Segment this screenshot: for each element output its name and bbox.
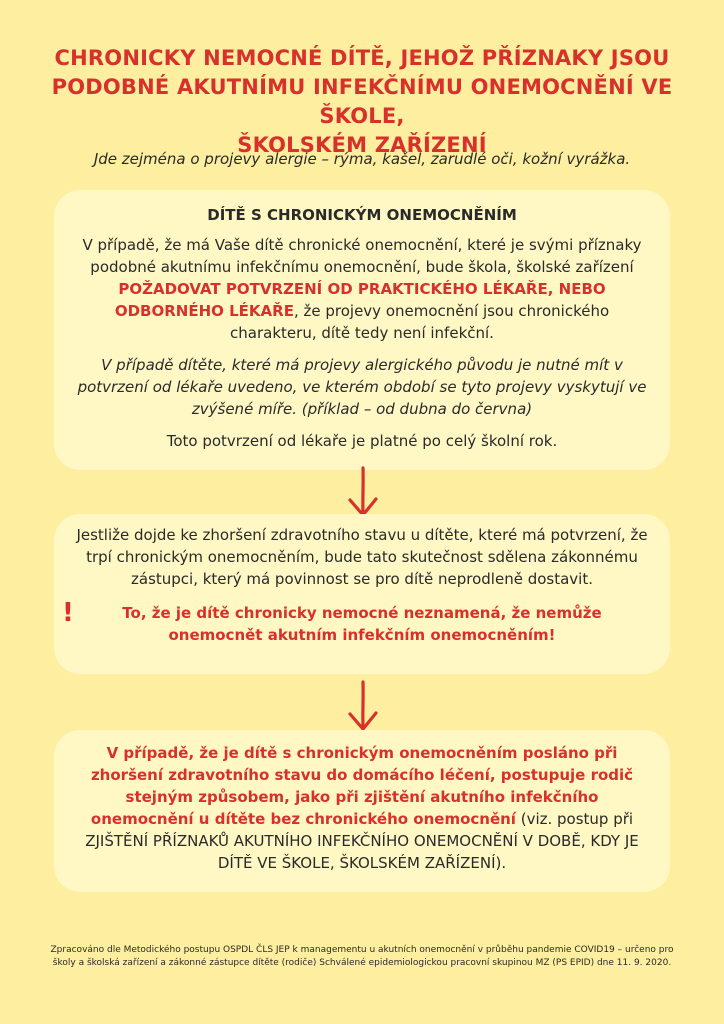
allergy-note: V případě dítěte, které má projevy alergického původu je nutné mít v potvrzení od lékaře uvedeno, ve kterém období se tyto projevy vyskytují ve zvýšené míře. (příklad – od dubna do června)	[77, 356, 647, 418]
doctor-confirmation-highlight: POŽADOVAT POTVRZENÍ OD PRAKTICKÉHO LÉKAŘE, NEBO ODBORNÉHO LÉKAŘE	[114, 280, 606, 320]
exclamation-icon: !	[62, 598, 74, 628]
warning-note	[62, 598, 648, 646]
requirement-text-end: , že projevy onemocnění jsou chronického charakteru, dítě tedy není infekční.	[230, 302, 610, 342]
home-treatment-highlight: V případě, že je dítě s chronickým onemocněním posláno při zhoršení zdravotního stavu do domácího léčení, postupuje rodič stejným způsobem, jako při zjištění akutního infekčního onemocnění u dítěte bez chronického onemocnění	[90, 744, 634, 828]
chronic-illness-card	[54, 190, 670, 470]
footer-source-note: Zpracováno dle Metodického postupu OSPDL ČLS JEP k managementu u akutních onemocnění v průběhu pandemie COVID19 – určeno pro školy a školská zařízení a zákonné zástupce dítěte (rodiče) Schválené epidemiologickou pracovní skupinou MZ (PS EPID) dne 11. 9. 2020.	[50, 945, 674, 968]
health-deterioration-card	[54, 514, 670, 674]
requirement-text-start: V případě, že má Vaše dítě chronické onemocnění, které je svými příznaky podobné akutnímu infekčnímu onemocnění, bude škola, školské zařízení	[82, 236, 642, 276]
title-line-3: ŠKOLSKÉM ZAŘÍZENÍ	[237, 133, 487, 157]
card-heading: DÍTĚ S CHRONICKÝM ONEMOCNĚNÍM	[207, 206, 517, 224]
home-treatment-card	[54, 730, 670, 892]
home-treatment-text	[76, 742, 648, 874]
arrow-down-icon	[346, 466, 380, 518]
arrow-down-icon	[346, 680, 380, 732]
validity-note: Toto potvrzení od lékaře je platné po celý školní rok.	[166, 432, 558, 450]
confirmation-requirement-text	[76, 234, 648, 344]
deterioration-text: Jestliže dojde ke zhoršení zdravotního stavu u dítěte, které má potvrzení, že trpí chronickým onemocněním, bude tato skutečnost sdělena zákonnému zástupci, který má povinnost se pro dítě neprodleně dostavit.	[76, 526, 648, 588]
home-treatment-reference: (viz. postup při ZJIŠTĚNÍ PŘÍZNAKŮ AKUTNÍHO INFEKČNÍHO ONEMOCNĚNÍ V DOBĚ, KDY JE DÍTĚ VE ŠKOLE, ŠKOLSKÉM ZAŘÍZENÍ).	[85, 810, 639, 872]
warning-text: To, že je dítě chronicky nemocné neznamená, že nemůže onemocnět akutním infekčním onemocněním!	[122, 604, 602, 644]
title-line-2: PODOBNÉ AKUTNÍMU INFEKČNÍMU ONEMOCNĚNÍ VE ŠKOLE,	[51, 75, 673, 128]
subtitle: Jde zejména o projevy alergie – rýma, kašel, zarudlé oči, kožní vyrážka.	[93, 150, 631, 168]
page-title	[40, 44, 684, 160]
title-line-1: CHRONICKY NEMOCNÉ DÍTĚ, JEHOŽ PŘÍZNAKY JSOU	[54, 46, 670, 70]
